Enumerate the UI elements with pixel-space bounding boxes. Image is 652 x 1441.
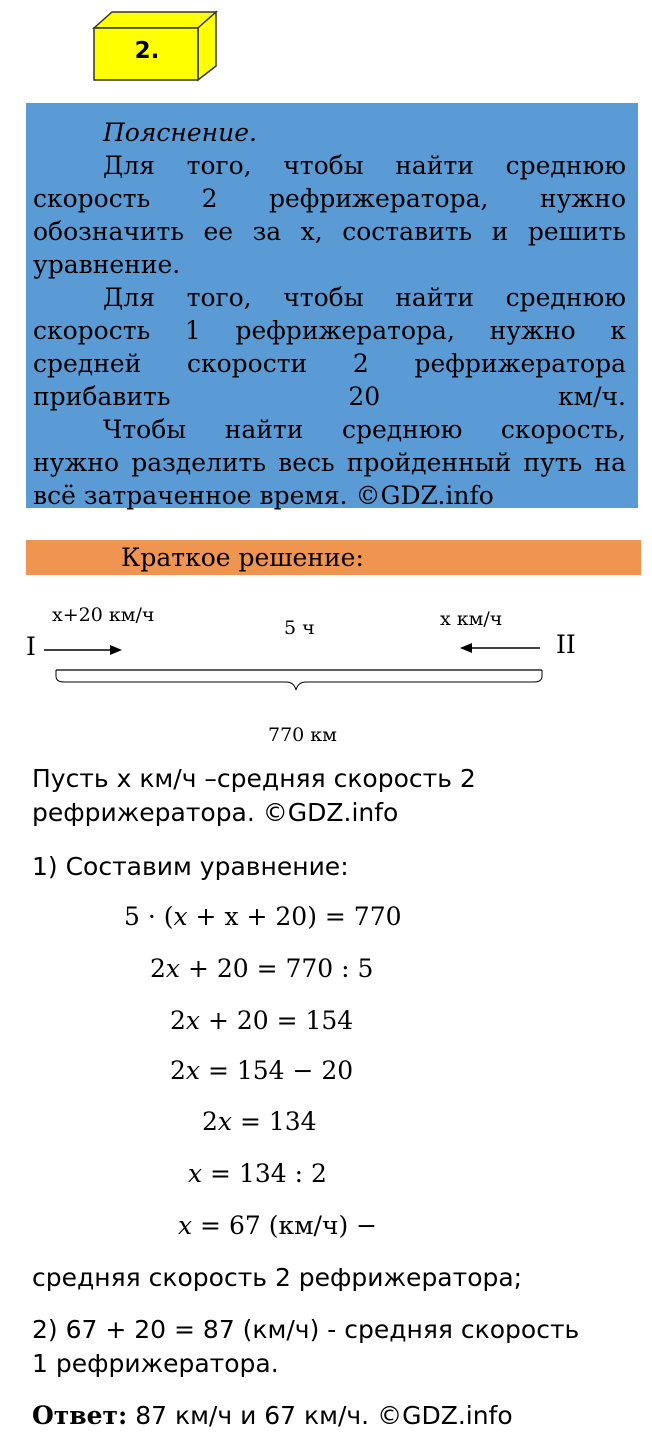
explanation-paragraph-3: Чтобы найти среднюю скорость, нужно разделить весь пройденный путь на всё затраченное время. ©GDZ.info <box>33 415 626 510</box>
right-speed-label: x км/ч <box>440 608 503 630</box>
equation-2: 2𝑥 + 20 = 770 : 5 <box>150 954 374 983</box>
explanation-title: Пояснение. <box>103 118 257 147</box>
right-arrow-head <box>460 643 472 653</box>
task-number: 2. <box>134 38 160 64</box>
explanation-paragraph-1: Для того, чтобы найти среднюю скорость 2 рефрижератора, нужно обозначить ее за x, составить и решить уравнение. <box>33 151 626 279</box>
point-ii-label: II <box>556 630 576 659</box>
distance-label: 770 км <box>268 724 337 746</box>
equation-7: 𝑥 = 67 (км/ч) − <box>178 1211 378 1240</box>
distance-diagram <box>0 630 652 700</box>
step-2-line-2: 1 рефрижератора. <box>32 1349 279 1378</box>
equation-6: 𝑥 = 134 : 2 <box>188 1159 327 1188</box>
point-i-label: I <box>26 632 36 661</box>
explanation-paragraph-2: Для того, чтобы найти среднюю скорость 1 рефрижератора, нужно к средней скорости 2 рефрижератора прибавить 20 км/ч. <box>33 283 626 411</box>
equation-3: 2𝑥 + 20 = 154 <box>170 1006 354 1035</box>
left-speed-label: x+20 км/ч <box>52 604 155 626</box>
answer-label: Ответ: <box>32 1401 128 1430</box>
step-2-line-1: 2) 67 + 20 = 87 (км/ч) - средняя скорость <box>32 1315 580 1344</box>
step-1-heading: 1) Составим уравнение: <box>32 852 349 881</box>
left-arrow-head <box>110 645 122 655</box>
answer-line <box>32 1399 513 1433</box>
equation-5: 2𝑥 = 134 <box>202 1107 317 1136</box>
result-description: средняя скорость 2 рефрижератора; <box>32 1263 523 1292</box>
time-label: 5 ч <box>284 617 315 639</box>
task-number-box <box>92 10 218 82</box>
answer-text: 87 км/ч и 67 км/ч. ©GDZ.info <box>127 1401 513 1430</box>
let-statement-line-1: Пусть x км/ч –средняя скорость 2 <box>32 764 476 793</box>
short-solution-title: Краткое решение: <box>121 543 364 572</box>
let-statement-line-2: рефрижератора. ©GDZ.info <box>32 798 399 827</box>
short-solution-header <box>26 540 641 575</box>
equation-4: 2𝑥 = 154 − 20 <box>170 1056 354 1085</box>
explanation-block <box>26 103 638 508</box>
distance-brace <box>56 670 542 690</box>
equation-1: 5 · (𝑥 + x + 20) = 770 <box>124 902 402 931</box>
